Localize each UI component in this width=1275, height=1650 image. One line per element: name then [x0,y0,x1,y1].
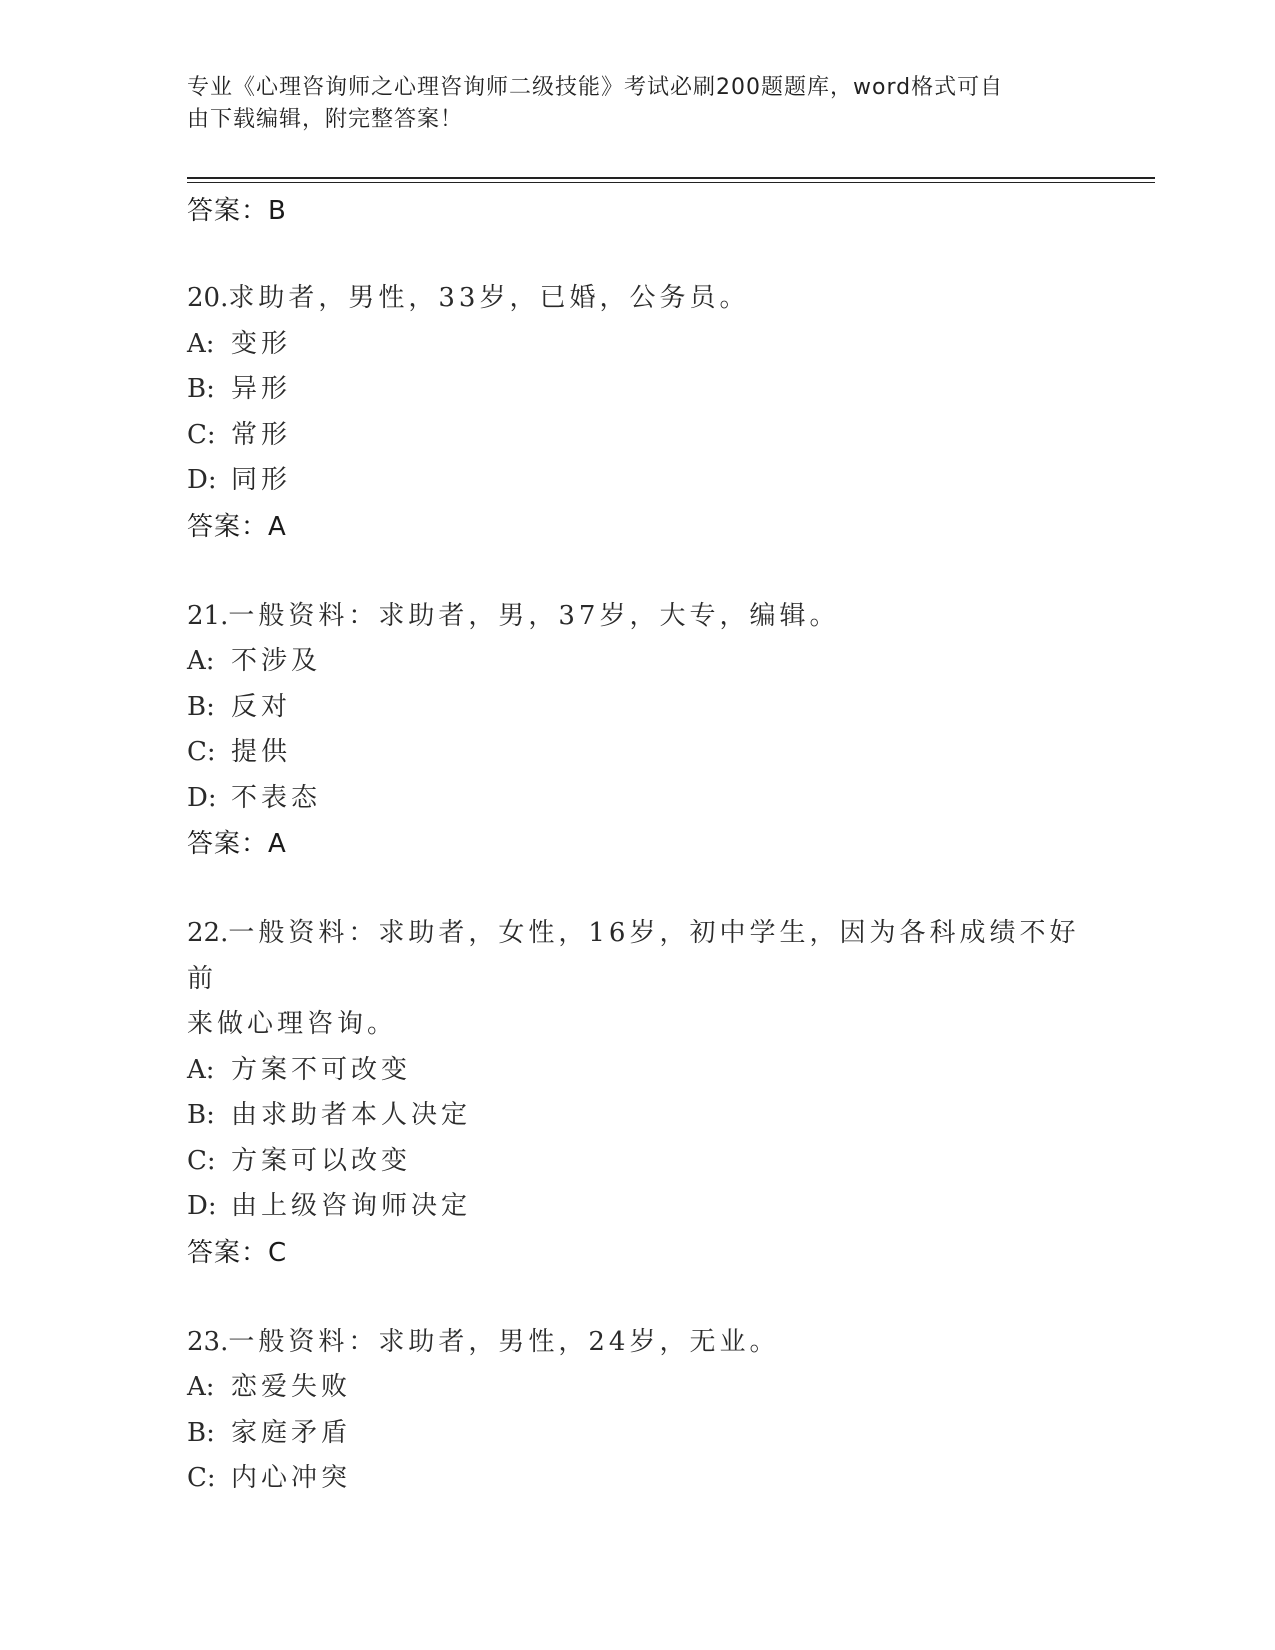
option-text: 方案不可改变 [231,1054,412,1085]
header-line-1: 专业《心理咨询师之心理咨询师二级技能》考试必刷200题题库，word格式可自 [187,75,1004,100]
option-text: 不涉及 [231,646,322,676]
option-label: B: [187,374,215,404]
option-text: 由求助者本人决定 [231,1100,472,1130]
option-item [187,413,1087,459]
option-label: B: [187,1100,215,1130]
question-text [187,594,1087,640]
option-text: 家庭矛盾 [231,1417,352,1448]
question-block [187,911,1087,1276]
option-item [187,1139,1087,1185]
option-item [187,1184,1087,1230]
question-block [187,594,1087,868]
question-list [187,188,1087,1502]
question-text [187,1320,1087,1366]
option-item [187,322,1087,368]
option-label: A: [187,1054,215,1085]
header-line-2: 由下载编辑，附完整答案！ [187,107,464,132]
option-label: C: [187,1145,216,1176]
option-label: C: [187,737,216,767]
question-text-content: 一般资料：求助者，男性，24岁，无业。 [228,1326,780,1357]
header-rule-thin [187,182,1155,183]
answer-line: 答案：C [187,1237,288,1268]
answer-line: 答案：A [187,511,287,542]
question-number: 20. [187,283,229,313]
option-label: C: [187,419,216,450]
question-block [187,1320,1087,1502]
question-number: 22. [187,918,229,948]
question-number: 21. [187,600,229,631]
option-item [187,685,1087,731]
option-item [187,1456,1087,1502]
question-text-content: 来做心理咨询。 [187,1009,398,1039]
question-text [187,276,1087,322]
answer-line: 答案：A [187,829,287,859]
question-text [187,911,1087,1002]
option-item [187,1093,1087,1139]
option-label: A: [187,328,215,359]
question-number: 23. [187,1326,229,1357]
option-label: B: [187,691,215,722]
option-text: 方案可以改变 [231,1145,412,1176]
option-item [187,1048,1087,1094]
option-label: B: [187,1417,215,1448]
option-item [187,458,1087,504]
option-label: C: [187,1463,216,1493]
option-text: 反对 [231,691,292,722]
option-text: 内心冲突 [231,1463,352,1493]
option-label: D: [187,782,217,813]
option-text: 常形 [231,419,292,450]
question-text-content: 一般资料：求助者，男，37岁，大专，编辑。 [228,600,840,631]
question-text-content: 求助者，男性，33岁，已婚，公务员。 [228,283,750,313]
answer-line: 答案：B [187,196,287,226]
question-text-content: 一般资料：求助者，女性，16岁，初中学生，因为各科成绩不好前 [187,918,1080,994]
option-text: 提供 [231,737,292,767]
document-header [187,72,1067,136]
option-item [187,367,1087,413]
option-label: A: [187,646,215,676]
option-item [187,776,1087,822]
questions-container [187,276,1087,1502]
option-item [187,639,1087,685]
header-rule-thick [187,177,1155,179]
option-text: 变形 [231,328,292,359]
option-item [187,1365,1087,1411]
option-label: D: [187,465,217,495]
option-text: 同形 [231,465,292,495]
option-item [187,730,1087,776]
option-label: D: [187,1191,217,1221]
option-text: 不表态 [231,782,322,813]
option-text: 由上级咨询师决定 [231,1191,472,1221]
option-item [187,1411,1087,1457]
option-label: A: [187,1372,215,1402]
option-text: 恋爱失败 [231,1372,352,1402]
question-block [187,276,1087,550]
question-text [187,1002,1087,1048]
option-text: 异形 [231,374,292,404]
